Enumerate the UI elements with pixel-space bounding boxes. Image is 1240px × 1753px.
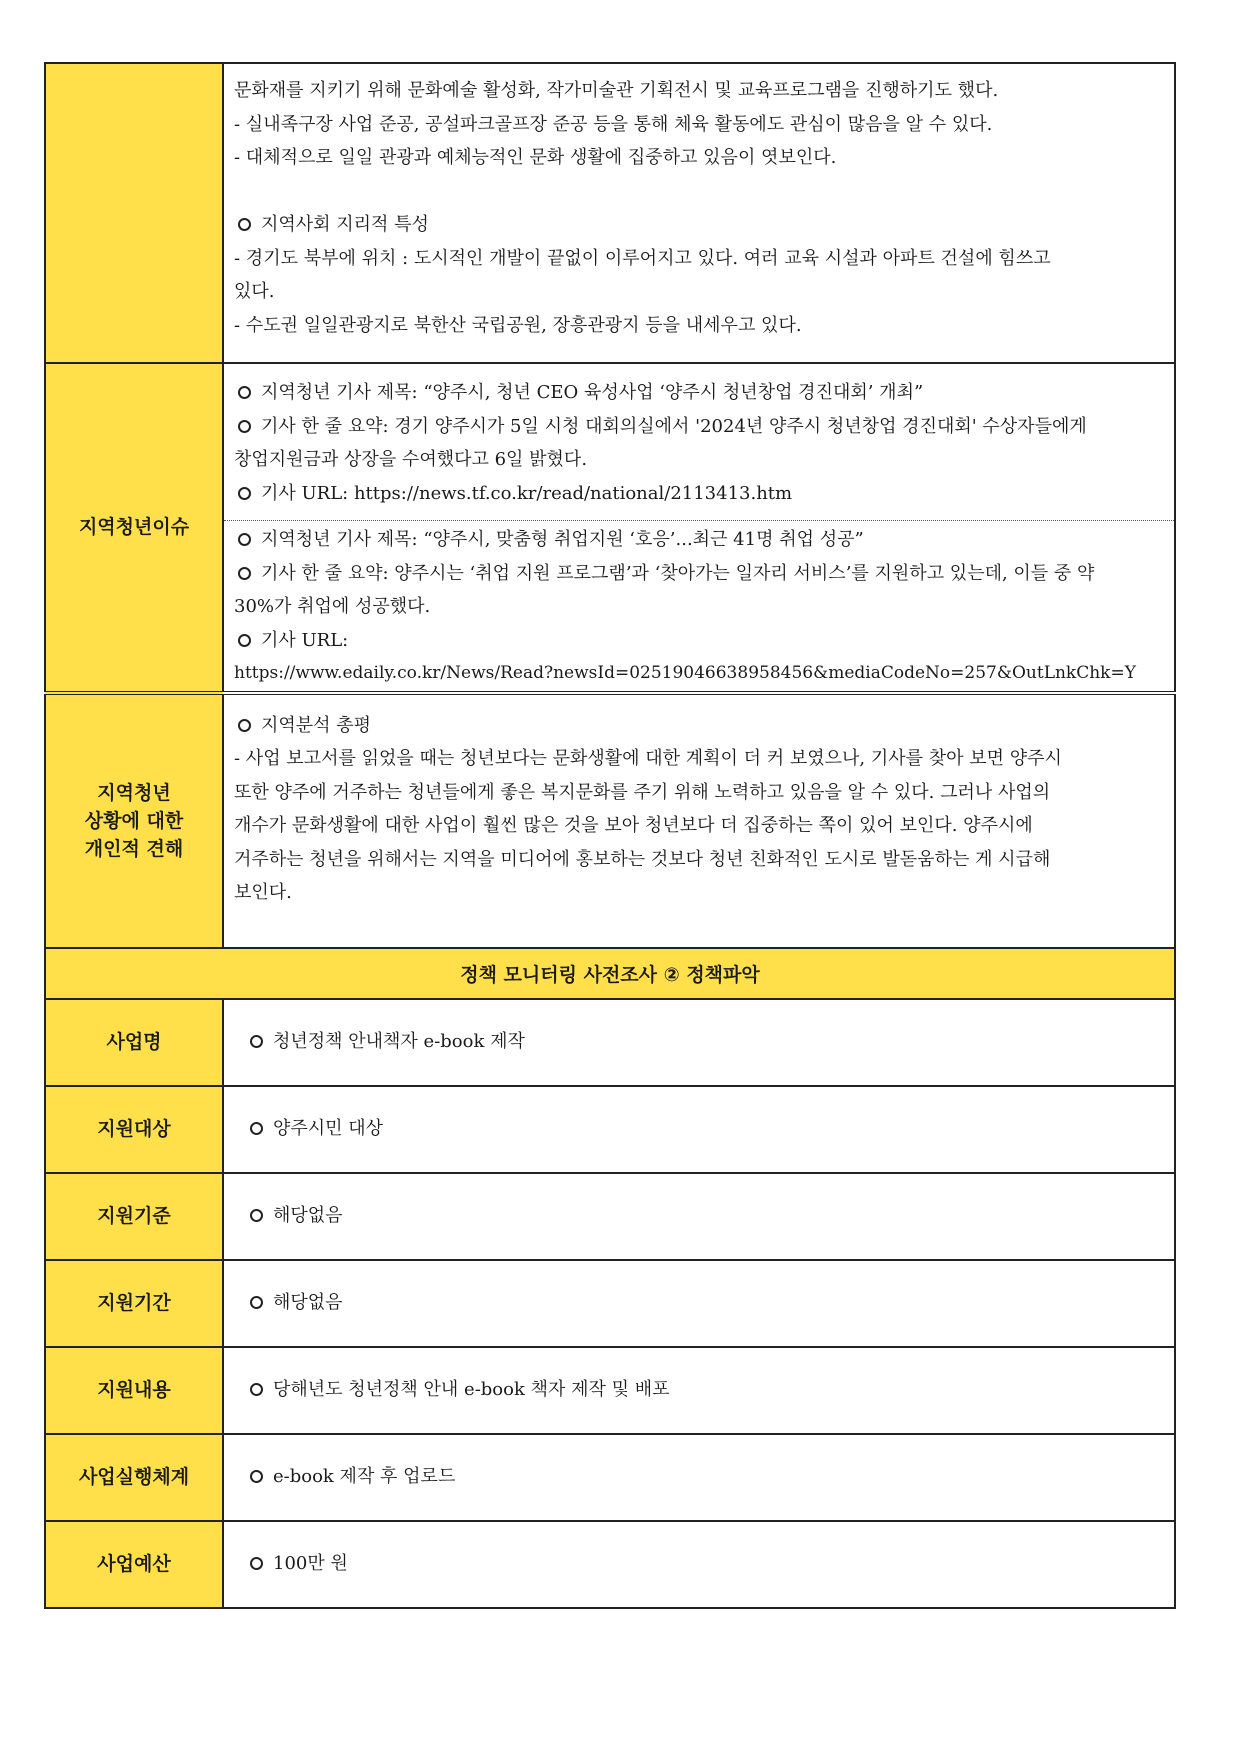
policy-row-value bbox=[223, 1434, 1175, 1521]
policy-row-label: 지원내용 bbox=[45, 1347, 223, 1434]
circle-bullet-icon bbox=[238, 420, 251, 433]
text-line bbox=[234, 208, 1162, 242]
circle-bullet-icon bbox=[250, 1383, 263, 1396]
text-span: 지역사회 지리적 특성 bbox=[261, 214, 429, 235]
policy-row-budget bbox=[45, 1521, 1175, 1608]
article-2 bbox=[224, 520, 1174, 691]
policy-row-value bbox=[223, 999, 1175, 1086]
policy-row-value bbox=[223, 1086, 1175, 1173]
policy-row-label: 사업예산 bbox=[45, 1521, 223, 1608]
policy-value-text: e-book 제작 후 업로드 bbox=[273, 1466, 456, 1488]
policy-row-system bbox=[45, 1434, 1175, 1521]
policy-value-text: 양주시민 대상 bbox=[273, 1118, 384, 1140]
region-analysis-row bbox=[45, 63, 1175, 363]
circle-bullet-icon bbox=[238, 487, 251, 500]
text-line bbox=[234, 376, 1162, 410]
opinion-content bbox=[223, 693, 1175, 948]
policy-value-text: 해당없음 bbox=[273, 1292, 343, 1314]
article-1-summary: 기사 한 줄 요약: 경기 양주시가 5일 시청 대회의실에서 '2024년 양주시 청년창업 경진대회' 수상자들에게 bbox=[261, 415, 1087, 437]
opinion-label-line: 개인적 견해 bbox=[84, 837, 184, 860]
policy-header-row bbox=[45, 948, 1175, 999]
policy-row-label: 지원기준 bbox=[45, 1173, 223, 1260]
article-2-url: https://www.edaily.co.kr/News/Read?newsId=02519046638958456&mediaCodeNo=257&OutLnkChk=Y bbox=[234, 663, 1136, 683]
region-analysis-content bbox=[223, 63, 1175, 363]
circle-bullet-icon bbox=[238, 634, 251, 647]
opinion-row bbox=[45, 693, 1175, 948]
policy-row-value bbox=[223, 1173, 1175, 1260]
article-1-url: 기사 URL: https://news.tf.co.kr/read/national/2113413.htm bbox=[261, 482, 793, 504]
article-2-summary: 기사 한 줄 요약: 양주시는 ‘취업 지원 프로그램’과 ‘찾아가는 일자리 서비스’를 지원하고 있는데, 이들 중 약 bbox=[261, 562, 1095, 584]
text-line: 개수가 문화생활에 대한 사업이 훨씬 많은 것을 보아 청년보다 더 집중하는 쪽이 있어 보인다. 양주시에 bbox=[234, 815, 1033, 836]
text-line: 보인다. bbox=[234, 882, 292, 903]
text-line bbox=[234, 624, 1162, 658]
policy-value-text: 당해년도 청년정책 안내 e-book 책자 제작 및 배포 bbox=[273, 1379, 670, 1401]
article-1-title: 지역청년 기사 제목: “양주시, 청년 CEO 육성사업 ‘양주시 청년창업 경진대회’ 개최” bbox=[261, 382, 924, 403]
text-line bbox=[234, 477, 1162, 511]
text-line: - 사업 보고서를 읽었을 때는 청년보다는 문화생활에 대한 계획이 더 커 보였으나, 기사를 찾아 보면 양주시 bbox=[234, 748, 1062, 769]
opinion-label bbox=[45, 693, 223, 948]
circle-bullet-icon bbox=[238, 533, 251, 546]
policy-value-text: 100만 원 bbox=[273, 1553, 348, 1575]
policy-row-value bbox=[223, 1347, 1175, 1434]
policy-section-title: 정책 모니터링 사전조사 ② 정책파악 bbox=[45, 948, 1175, 999]
blank-line bbox=[234, 175, 1162, 209]
circle-bullet-icon bbox=[250, 1470, 263, 1483]
text-line bbox=[234, 557, 1162, 591]
circle-bullet-icon bbox=[238, 719, 251, 732]
article-2-title: 지역청년 기사 제목: “양주시, 맞춤형 취업지원 ‘호응’...최근 41명 취업 성공” bbox=[261, 529, 864, 550]
circle-bullet-icon bbox=[250, 1035, 263, 1048]
text-line: 문화재를 지키기 위해 문화예술 활성화, 작가미술관 기획전시 및 교육프로그램을 진행하기도 했다. bbox=[234, 80, 999, 101]
policy-monitoring-table bbox=[44, 62, 1176, 1609]
text-line: 창업지원금과 상장을 수여했다고 6일 밝혔다. bbox=[234, 449, 588, 470]
text-line: - 대체적으로 일일 관광과 예체능적인 문화 생활에 집중하고 있음이 엿보인다. bbox=[234, 147, 837, 168]
opinion-label-line: 상황에 대한 bbox=[84, 809, 184, 832]
youth-issue-label: 지역청년이슈 bbox=[45, 363, 223, 693]
circle-bullet-icon bbox=[238, 218, 251, 231]
policy-row-name bbox=[45, 999, 1175, 1086]
circle-bullet-icon bbox=[250, 1296, 263, 1309]
region-analysis-label bbox=[45, 63, 223, 363]
text-line bbox=[234, 410, 1162, 444]
text-line: 30%가 취업에 성공했다. bbox=[234, 596, 431, 617]
policy-row-label: 지원대상 bbox=[45, 1086, 223, 1173]
opinion-heading: 지역분석 총평 bbox=[261, 714, 372, 736]
policy-row-label: 사업실행체계 bbox=[45, 1434, 223, 1521]
article-1 bbox=[234, 376, 1162, 520]
text-line bbox=[234, 523, 1162, 557]
youth-issue-row bbox=[45, 363, 1175, 693]
text-line: 또한 양주에 거주하는 청년들에게 좋은 복지문화를 주기 위해 노력하고 있음을 알 수 있다. 그러나 사업의 bbox=[234, 781, 1051, 803]
document-table-wrapper bbox=[44, 62, 1176, 1609]
circle-bullet-icon bbox=[250, 1209, 263, 1222]
policy-row-period bbox=[45, 1260, 1175, 1347]
policy-value-text: 해당없음 bbox=[273, 1205, 343, 1227]
article-2-url-label: 기사 URL: bbox=[261, 629, 349, 651]
opinion-label-line: 지역청년 bbox=[97, 781, 171, 804]
circle-bullet-icon bbox=[250, 1557, 263, 1570]
text-line: - 경기도 북부에 위치 : 도시적인 개발이 끝없이 이루어지고 있다. 여러 교육 시설과 아파트 건설에 힘쓰고 bbox=[234, 247, 1051, 269]
policy-row-content bbox=[45, 1347, 1175, 1434]
text-line: - 수도권 일일관광지로 북한산 국립공원, 장흥관광지 등을 내세우고 있다. bbox=[234, 314, 802, 336]
policy-row-target bbox=[45, 1086, 1175, 1173]
policy-row-label: 지원기간 bbox=[45, 1260, 223, 1347]
text-line: 있다. bbox=[234, 281, 275, 302]
policy-row-value bbox=[223, 1260, 1175, 1347]
youth-issue-content bbox=[223, 363, 1175, 693]
policy-row-value bbox=[223, 1521, 1175, 1608]
text-line: - 실내족구장 사업 준공, 공설파크골프장 준공 등을 통해 체육 활동에도 관심이 많음을 알 수 있다. bbox=[234, 113, 993, 135]
circle-bullet-icon bbox=[238, 567, 251, 580]
policy-row-criteria bbox=[45, 1173, 1175, 1260]
text-line: 거주하는 청년을 위해서는 지역을 미디어에 홍보하는 것보다 청년 친화적인 도시로 발돋움하는 게 시급해 bbox=[234, 848, 1051, 870]
circle-bullet-icon bbox=[250, 1122, 263, 1135]
circle-bullet-icon bbox=[238, 386, 251, 399]
policy-row-label: 사업명 bbox=[45, 999, 223, 1086]
policy-value-text: 청년정책 안내책자 e-book 제작 bbox=[273, 1031, 525, 1053]
text-line bbox=[234, 709, 1162, 743]
